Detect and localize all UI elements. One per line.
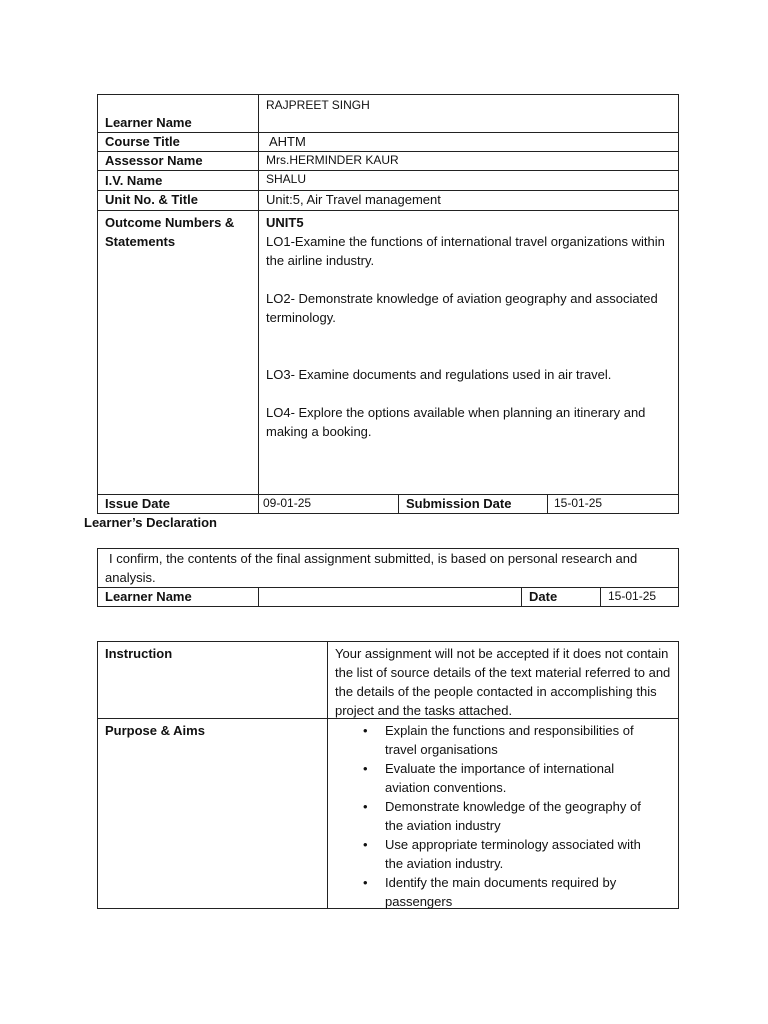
lo2-statement: LO2- Demonstrate knowledge of aviation geography and associated terminology.: [266, 291, 658, 325]
lo4-statement: LO4- Explore the options available when planning an itinerary and making a booking.: [266, 405, 646, 439]
outcome-statements-label: [97, 210, 259, 495]
issue-date-label: Issue Date: [97, 494, 259, 514]
instruction-label: Instruction: [97, 641, 328, 719]
course-title-label: Course Title: [97, 132, 259, 152]
declaration-statement: I confirm, the contents of the final assignment submitted, is based on personal research and analysis.: [97, 548, 679, 588]
aim-item: • Demonstrate knowledge of the geography of the aviation industry: [385, 797, 658, 835]
aim-item: • Identify the main documents required by passengers: [385, 873, 658, 911]
lo3-statement: LO3- Examine documents and regulations used in air travel.: [266, 367, 612, 382]
iv-name-label: I.V. Name: [97, 170, 259, 191]
course-title-value: AHTM: [258, 132, 679, 152]
unit-title-value: Unit:5, Air Travel management: [258, 190, 679, 211]
issue-date-value: 09-01-25: [258, 494, 399, 514]
unit-title-label: Unit No. & Title: [97, 190, 259, 211]
unit-heading: UNIT5: [266, 215, 304, 230]
learner-name-label: Learner Name: [97, 94, 259, 133]
aim-item: • Use appropriate terminology associated with the aviation industry.: [385, 835, 658, 873]
learner-name-value: RAJPREET SINGH: [258, 94, 679, 133]
declaration-heading: Learner’s Declaration: [84, 515, 217, 530]
assessor-name-label: Assessor Name: [97, 151, 259, 171]
instruction-text: Your assignment will not be accepted if it does not contain the list of source details of the text material referred to and the details of the people contacted in accomplishing this project and the tasks attached.: [327, 641, 679, 719]
submission-date-value: 15-01-25: [547, 494, 679, 514]
purpose-aims-label: Purpose & Aims: [97, 718, 328, 909]
aim-item: • Evaluate the importance of international aviation conventions.: [385, 759, 658, 797]
outcome-label-line-1: Outcome Numbers &: [105, 215, 235, 230]
outcome-statements-value: [258, 210, 679, 495]
declaration-learner-name-label: Learner Name: [97, 587, 259, 607]
declaration-date-label: Date: [521, 587, 601, 607]
iv-name-value: SHALU: [258, 170, 679, 191]
submission-date-label: Submission Date: [398, 494, 548, 514]
aim-item: • Explain the functions and responsibilities of travel organisations: [385, 721, 658, 759]
lo1-statement: LO1-Examine the functions of international travel organizations within the airline industry.: [266, 234, 665, 268]
aims-list: [335, 721, 658, 911]
declaration-date-value: 15-01-25: [600, 587, 679, 607]
outcome-label-line-2: Statements: [105, 234, 176, 249]
declaration-learner-name-field[interactable]: [258, 587, 522, 607]
assessor-name-value: Mrs.HERMINDER KAUR: [258, 151, 679, 171]
purpose-aims-list-cell: [327, 718, 679, 909]
